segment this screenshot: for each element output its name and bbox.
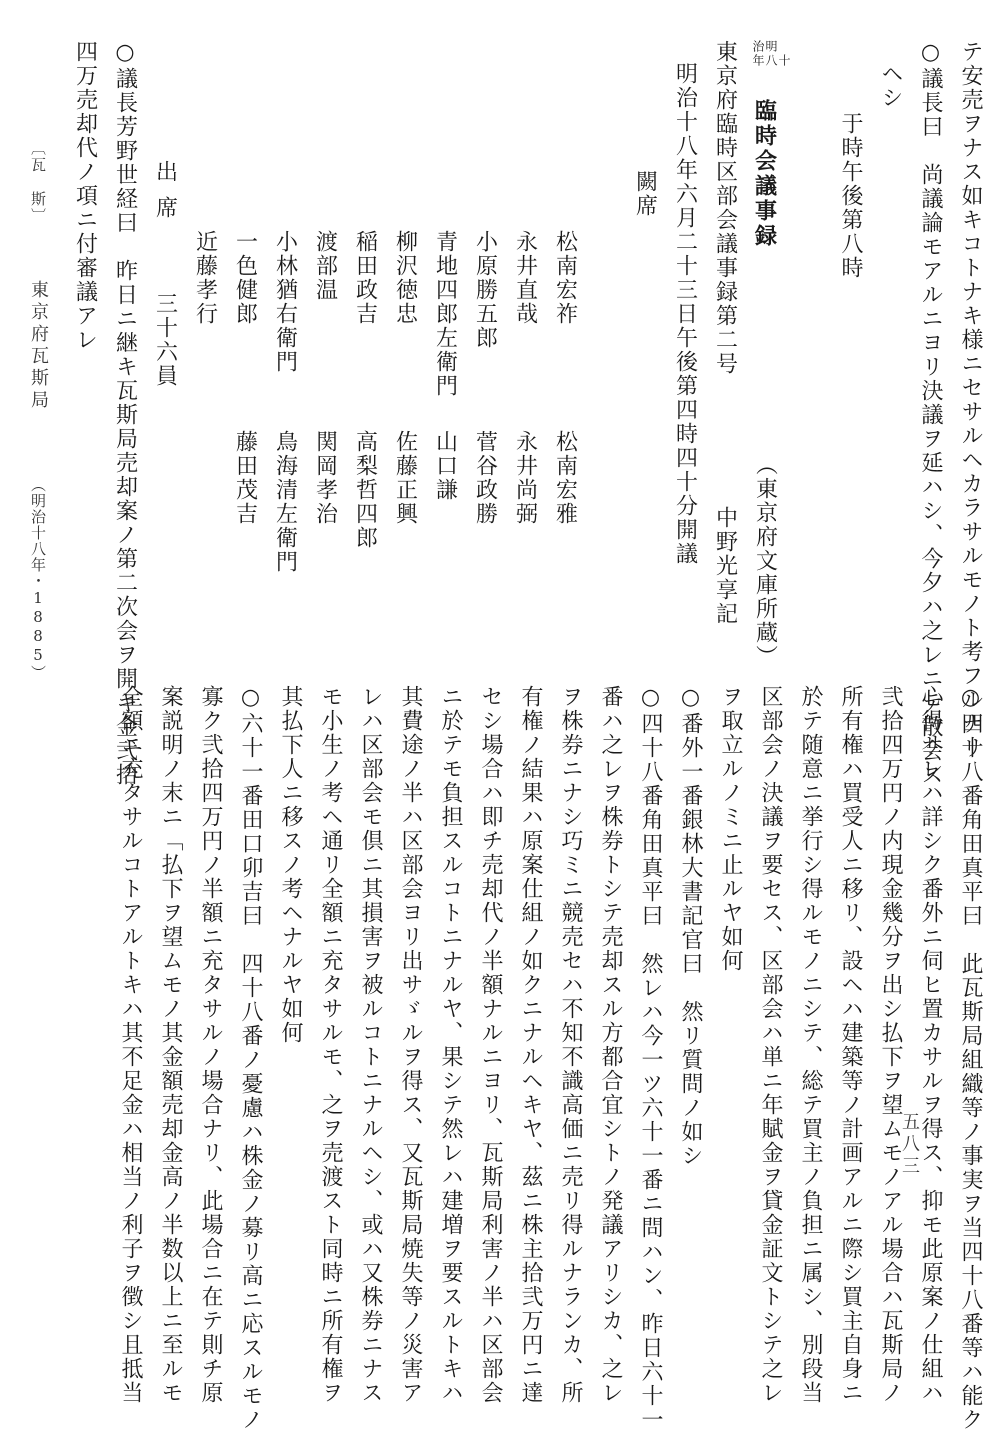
text-line: ニ於テモ負担スルコトニナルヤ、果シテ然レハ建増ヲ要スルトキハ (438, 685, 463, 1405)
text-line: 所有権ハ買受人ニ移リ、設ヘハ建築等ノ計画アルニ際シ買主自身ニ (838, 685, 863, 1405)
absent-name: 山口謙 (432, 430, 458, 502)
absent-name: 渡部温 (312, 230, 338, 302)
text-line: 于時午後第八時 (838, 112, 863, 280)
footer-category: 〔瓦 斯〕 (29, 140, 47, 225)
absent-name: 松南宏雅 (552, 430, 578, 526)
footer-era: （明治十八年・1885） (29, 477, 47, 681)
absent-name: 関岡孝治 (312, 430, 338, 526)
absent-row (305, 40, 345, 640)
present-row (145, 40, 185, 640)
absent-row (505, 40, 545, 640)
absent-name: 小林猶右衛門 (272, 230, 298, 374)
text-line: 心得サレハ詳シク番外ニ伺ヒ置カサルヲ得ス、抑モ此原案ノ仕組ハ (918, 685, 943, 1405)
absent-name: 鳥海清左衛門 (272, 430, 298, 574)
absent-row (545, 40, 585, 640)
text-line: 於テ随意ニ挙行シ得ルモノニシテ、総テ買主ノ負担ニ属シ、別段当 (798, 685, 823, 1405)
text-line: ○番外一番銀林大書記官曰 然リ質問ノ如シ (678, 685, 703, 1168)
text-line: 番ハ之レヲ株券トシテ売却スル方都合宜シトノ発議アリシカ、之レ (598, 685, 623, 1405)
absent-row (425, 40, 465, 640)
absent-name: 青地四郎左衛門 (432, 230, 458, 398)
text-line: ○議長曰 尚議論モアルニヨリ決議ヲ延ハシ、今夕ハ之レニテ散会ス (918, 40, 943, 787)
absent-name: 藤田茂吉 (232, 430, 258, 526)
record-subtitle: 東京府臨時区部会議事録第二号 (712, 40, 738, 376)
absent-row (465, 40, 505, 640)
absent-name: 一色健郎 (232, 230, 258, 326)
absent-name: 佐藤正興 (392, 430, 418, 526)
text-line: 弐拾四万円ノ内現金幾分ヲ出シ払下ヲ望ムモノアル場合ハ瓦斯局ノ (878, 685, 903, 1405)
absent-name: 高梨哲四郎 (352, 430, 378, 550)
text-line: モ小生ノ考ヘ通リ全額ニ充タサルモ、之ヲ売渡スト同時ニ所有権ヲ (318, 685, 343, 1405)
text-line: 四万売却代ノ項ニ付審議アレ (72, 40, 98, 352)
absent-name: 松南宏祚 (552, 230, 578, 326)
text-line: ○四十八番角田真平曰 此瓦斯局組織等ノ事実ヲ当四十八番等ハ能ク (958, 685, 983, 1432)
absent-name: 永井尚弼 (512, 430, 538, 526)
text-line: ヘシ (878, 62, 903, 110)
absent-name: 菅谷政勝 (472, 430, 498, 526)
text-line: ○六十一番田口卯吉曰 四十八番ノ憂慮ハ株金ノ募リ高ニ応スルモノ (238, 685, 263, 1432)
text-line: 案説明ノ末ニ「払下ヲ望ムモノ其金額売却金高ノ半数以上ニ至ルモ (158, 685, 183, 1405)
absent-name: 柳沢徳忠 (392, 230, 418, 326)
absent-row (225, 40, 265, 640)
absent-row (265, 40, 305, 640)
absent-row (385, 40, 425, 640)
text-line: ○議長芳野世経曰 昨日ニ継キ瓦斯局売却案ノ第二次会ヲ開キ金弐拾 (112, 40, 138, 787)
text-line: ヲ取立ルノミニ止ルヤ如何 (718, 685, 743, 973)
text-line: セシ場合ハ即チ売却代ノ半額ナルニヨリ、瓦斯局利害ノ半ハ区部会 (478, 685, 503, 1405)
recorder: 中野光享記 (712, 506, 738, 626)
absent-label: 闕席 (632, 170, 658, 218)
text-line: 有権ノ結果ハ原案仕組ノ如クニナルヘキヤ、茲ニ株主拾弐万円ニ達 (518, 685, 543, 1405)
absent-row (345, 40, 385, 640)
record-heading (745, 40, 791, 669)
text-line: ○四十八番角田真平曰 然レハ今一ツ六十一番ニ問ハン、昨日六十一 (638, 685, 663, 1432)
absent-row (185, 40, 225, 640)
document-page: テ安売ヲナス如キコトナキ様ニセサルヘカラサルモノト考フルナリ ○議長曰 尚議論モアルニヨリ決議ヲ延ハシ、今夕ハ之レニテ散会ス ヘシ 于時午後第八時 明 治 十 八 年 臨時会議事録 （東京府文庫所蔵） 東京府臨時区部会議事録第二号中野光享記 明治十八年六月二十三日午後第四時四十分開議 闕席 松南宏祚松南宏雅 永井直哉永井尚弼 小原勝五郎菅谷政勝 青地四郎左衛門山口謙 柳沢徳忠佐藤正興 稲田政吉高梨哲四郎 渡部温関岡孝治 小林猶右衛門鳥海清左衛門 一色健郎藤田茂吉 近藤孝行 出席三十六員 ○議長芳野世経曰 昨日ニ継キ瓦斯局売却案ノ第二次会ヲ開キ金弐拾 四万売却代ノ項ニ付審議アレ ○四十八番角田真平曰 此瓦斯局組織等ノ事実ヲ当四十八番等ハ能ク 心得サレハ詳シク番外ニ伺ヒ置カサルヲ得ス、抑モ此原案ノ仕組ハ 弐拾四万円ノ内現金幾分ヲ出シ払下ヲ望ムモノアル場合ハ瓦斯局ノ 所有権ハ買受人ニ移リ、設ヘハ建築等ノ計画アルニ際シ買主自身ニ 於テ随意ニ挙行シ得ルモノニシテ、総テ買主ノ負担ニ属シ、別段当 区部会ノ決議ヲ要セス、区部会ハ単ニ年賦金ヲ貸金証文トシテ之レ ヲ取立ルノミニ止ルヤ如何 ○番外一番銀林大書記官曰 然リ質問ノ如シ ○四十八番角田真平曰 然レハ今一ツ六十一番ニ問ハン、昨日六十一 番ハ之レヲ株券トシテ売却スル方都合宜シトノ発議アリシカ、之レ ヲ株券ニナシ巧ミニ競売セハ不知不識高価ニ売リ得ルナランカ、所 有権ノ結果ハ原案仕組ノ如クニナルヘキヤ、茲ニ株主拾弐万円ニ達 セシ場合ハ即チ売却代ノ半額ナルニヨリ、瓦斯局利害ノ半ハ区部会 ニ於テモ負担スルコトニナルヤ、果シテ然レハ建増ヲ要スルトキハ 其費途ノ半ハ区部会ヨリ出サゞルヲ得ス、又瓦斯局焼失等ノ災害ア レハ区部会モ倶ニ其損害ヲ被ルコトニナルヘシ、或ハ又株券ニナス モ小生ノ考ヘ通リ全額ニ充タサルモ、之ヲ売渡スト同時ニ所有権ヲ 其払下人ニ移スノ考ヘナルヤ如何 ○六十一番田口卯吉曰 四十八番ノ憂慮ハ株金ノ募リ高ニ応スルモノ 寡ク弐拾四万円ノ半額ニ充タサルノ場合ナリ、此場合ニ在テ則チ原 案説明ノ末ニ「払下ヲ望ムモノ其金額売却金高ノ半数以上ニ至ルモ 全額ニ充タサルコトアルトキハ其不足金ハ相当ノ利子ヲ徴シ且抵当 〔瓦 斯〕 東京府瓦斯局 （明治十八年・1885） 五八三 (0, 0, 1004, 1408)
source-note: （東京府文庫所蔵） (752, 453, 778, 669)
text-line: 其払下人ニ移スノ考ヘナルヤ如何 (278, 685, 303, 1045)
record-subtitle-line (705, 40, 745, 640)
record-title: 臨時会議事録 (751, 99, 778, 249)
era-stack: 明 治 十 八 年 (751, 40, 791, 68)
present-label: 出席 (152, 160, 178, 232)
text-line: ヲ株券ニナシ巧ミニ競売セハ不知不識高価ニ売リ得ルナランカ、所 (558, 685, 583, 1405)
absent-name: 近藤孝行 (192, 230, 218, 326)
absent-name: 永井直哉 (512, 230, 538, 326)
text-line: 其費途ノ半ハ区部会ヨリ出サゞルヲ得ス、又瓦斯局焼失等ノ災害ア (398, 685, 423, 1405)
running-footer (26, 140, 50, 1140)
text-line: 区部会ノ決議ヲ要セス、区部会ハ単ニ年賦金ヲ貸金証文トシテ之レ (758, 685, 783, 1405)
text-line: テ安売ヲナス如キコトナキ様ニセサルヘカラサルモノト考フルナリ (958, 40, 983, 760)
absent-name: 稲田政吉 (352, 230, 378, 326)
text-line: 全額ニ充タサルコトアルトキハ其不足金ハ相当ノ利子ヲ徴シ且抵当 (118, 685, 143, 1405)
footer-agency: 東京府瓦斯局 (28, 280, 49, 412)
text-line: レハ区部会モ倶ニ其損害ヲ被ルコトニナルヘシ、或ハ又株券ニナス (358, 685, 383, 1405)
opening-time: 明治十八年六月二十三日午後第四時四十分開議 (672, 62, 698, 566)
text-line: 寡ク弐拾四万円ノ半額ニ充タサルノ場合ナリ、此場合ニ在テ則チ原 (198, 685, 223, 1405)
present-count: 三十六員 (152, 292, 178, 388)
absent-name: 小原勝五郎 (472, 230, 498, 350)
